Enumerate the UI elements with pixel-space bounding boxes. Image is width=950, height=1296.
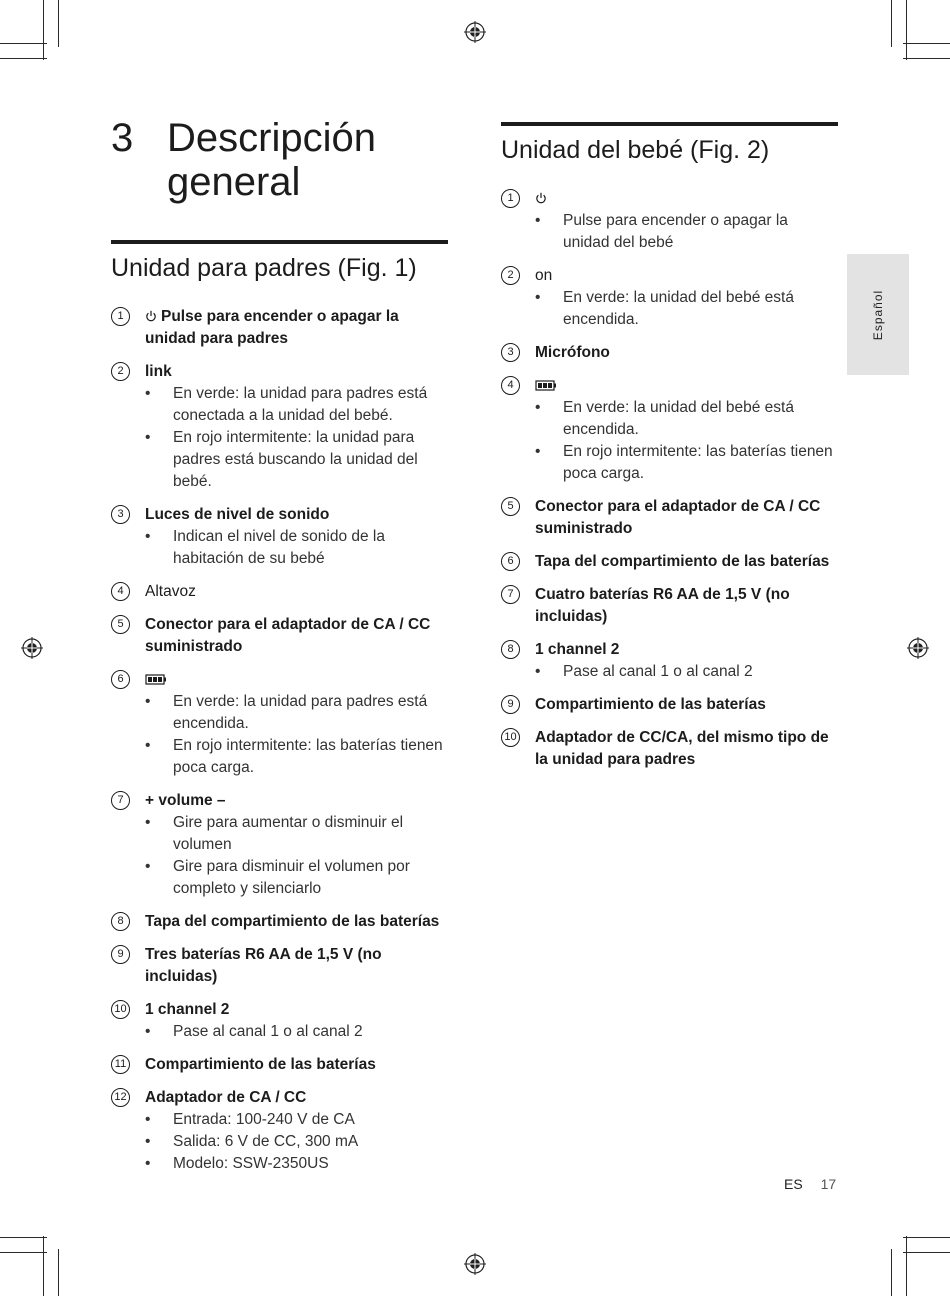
crop-mark [891,0,892,47]
bullet-item [145,427,448,493]
parent-unit-section [111,240,448,1186]
item-number-badge: 5 [111,615,130,634]
list-item [501,584,838,628]
item-label-text: Tapa del compartimiento de las baterías [535,553,830,570]
bullet-text: Gire para aumentar o disminuir el volumen [173,814,404,853]
crop-mark [891,1249,892,1296]
crop-mark [43,0,44,60]
list-item [111,999,448,1043]
bullet-text: En verde: la unidad del bebé está encendida. [563,289,794,328]
bullet-text: En rojo intermitente: la unidad para padres está buscando la unidad del bebé. [173,429,418,490]
list-item [111,911,448,933]
bullet-list [145,383,448,493]
parent-unit-list [111,306,448,1175]
item-label [145,504,448,526]
bullet-item [145,1131,448,1153]
bullet-text: Indican el nivel de sonido de la habitación de su bebé [173,528,385,567]
bullet-list [535,661,838,683]
item-number-badge: 2 [501,266,520,285]
item-number-badge: 6 [111,670,130,689]
item-label-text: 1 channel 2 [535,641,620,658]
item-number-badge: 4 [501,376,520,395]
item-label-text: 1 channel 2 [145,1001,230,1018]
item-number-badge: 2 [111,362,130,381]
bullet-dot-icon: • [145,1133,151,1150]
item-number-badge: 3 [111,505,130,524]
crop-mark [43,1236,44,1296]
item-label [145,944,448,988]
bullet-item [145,526,448,570]
list-item [111,306,448,350]
crop-mark [0,58,47,59]
bullet-dot-icon: • [145,528,151,545]
bullet-text: Gire para disminuir el volumen por completo y silenciarlo [173,858,410,897]
item-number-badge: 1 [111,307,130,326]
item-number-badge: 12 [111,1088,130,1107]
bullet-dot-icon: • [145,429,151,446]
bullet-item [145,1021,448,1043]
item-label [145,581,448,603]
list-item [501,265,838,331]
bullet-item [535,210,838,254]
item-number-badge: 6 [501,552,520,571]
list-item [501,727,838,771]
item-label [535,188,838,210]
bullet-dot-icon: • [535,399,541,416]
language-side-tab [847,254,909,375]
registration-mark-icon [464,21,486,43]
bullet-dot-icon: • [535,289,541,306]
list-item [501,639,838,683]
crop-mark [58,1249,59,1296]
item-label [535,694,838,716]
baby-unit-section [501,122,838,782]
bullet-dot-icon: • [145,858,151,875]
item-number-badge: 8 [501,640,520,659]
bullet-text: En verde: la unidad para padres está encendida. [173,693,428,732]
item-label-text: Adaptador de CC/CA, del mismo tipo de la unidad para padres [535,729,829,768]
bullet-dot-icon: • [145,385,151,402]
bullet-list [145,1109,448,1175]
bullet-list [535,210,838,254]
bullet-item [535,441,838,485]
list-item [111,361,448,493]
item-label [535,551,838,573]
bullet-item [145,856,448,900]
chapter-title: Descripción general [167,116,376,204]
item-label-text: on [535,267,553,284]
bullet-list [535,397,838,485]
bullet-list [145,691,448,779]
crop-mark [58,0,59,47]
page-footer [784,1176,836,1192]
list-item [501,551,838,573]
item-label-text: Adaptador de CA / CC [145,1089,307,1106]
section-title: Unidad para padres (Fig. 1) [111,254,417,282]
bullet-item [535,661,838,683]
section-title: Unidad del bebé (Fig. 2) [501,136,770,164]
crop-mark [0,43,47,44]
item-label [145,911,448,933]
item-label-text: Compartimiento de las baterías [535,696,766,713]
item-label [535,375,838,397]
bullet-text: En verde: la unidad del bebé está encendida. [563,399,794,438]
bullet-text: Pase al canal 1 o al canal 2 [563,663,753,680]
section-divider [111,240,448,244]
item-label [535,265,838,287]
item-label-text: Micrófono [535,344,610,361]
battery-icon [535,380,557,391]
item-number-badge: 7 [501,585,520,604]
footer-language-code: ES [784,1176,803,1192]
bullet-item [145,1109,448,1131]
bullet-item [145,383,448,427]
bullet-text: Entrada: 100-240 V de CA [173,1111,355,1128]
registration-mark-icon [907,637,929,659]
bullet-text: En rojo intermitente: las baterías tienen poca carga. [173,737,443,776]
item-label-text: Pulse para encender o apagar la unidad para padres [145,308,399,347]
item-number-badge: 10 [111,1000,130,1019]
item-label-text: Tapa del compartimiento de las baterías [145,913,440,930]
item-number-badge: 5 [501,497,520,516]
bullet-dot-icon: • [145,1023,151,1040]
section-divider [501,122,838,126]
crop-mark [906,1236,907,1296]
bullet-item [535,287,838,331]
baby-unit-list [501,188,838,771]
bullet-item [145,812,448,856]
list-item [111,944,448,988]
bullet-text: Pase al canal 1 o al canal 2 [173,1023,363,1040]
item-number-badge: 8 [111,912,130,931]
item-label-text: Compartimiento de las baterías [145,1056,376,1073]
bullet-list [145,526,448,570]
item-label-text: + volume – [145,792,226,809]
bullet-text: Salida: 6 V de CC, 300 mA [173,1133,359,1150]
item-label [145,614,448,658]
crop-mark [903,1252,950,1253]
bullet-dot-icon: • [145,1111,151,1128]
bullet-list [145,1021,448,1043]
list-item [111,614,448,658]
list-item [501,375,838,485]
list-item [111,1054,448,1076]
list-item [111,581,448,603]
crop-mark [0,1237,47,1238]
list-item [501,694,838,716]
item-label-text: Luces de nivel de sonido [145,506,330,523]
item-label [145,306,448,350]
power-icon [535,192,547,204]
bullet-dot-icon: • [145,814,151,831]
item-label-text: Conector para el adaptador de CA / CC suministrado [145,616,431,655]
item-label [145,1087,448,1109]
bullet-item [145,1153,448,1175]
chapter-number: 3 [111,116,134,160]
bullet-item [535,397,838,441]
bullet-item [145,691,448,735]
list-item [501,496,838,540]
crop-mark [903,58,950,59]
bullet-text: En verde: la unidad para padres está conectada a la unidad del bebé. [173,385,428,424]
list-item [111,1087,448,1175]
bullet-text: Modelo: SSW-2350US [173,1155,329,1172]
item-label [535,639,838,661]
list-item [501,342,838,364]
item-label-text: link [145,363,172,380]
crop-mark [906,0,907,60]
item-label [145,790,448,812]
list-item [111,504,448,570]
item-label [145,361,448,383]
bullet-list [145,812,448,900]
item-number-badge: 11 [111,1055,130,1074]
bullet-item [145,735,448,779]
bullet-text: Pulse para encender o apagar la unidad del bebé [563,212,788,251]
list-item [501,188,838,254]
bullet-dot-icon: • [145,1155,151,1172]
battery-icon [145,674,167,685]
bullet-dot-icon: • [145,737,151,754]
bullet-dot-icon: • [145,693,151,710]
item-number-badge: 4 [111,582,130,601]
item-number-badge: 3 [501,343,520,362]
power-icon [145,310,157,322]
item-label-text: Conector para el adaptador de CA / CC suministrado [535,498,821,537]
item-label [535,342,838,364]
item-label-text: Tres baterías R6 AA de 1,5 V (no incluidas) [145,946,382,985]
bullet-text: En rojo intermitente: las baterías tienen poca carga. [563,443,833,482]
crop-mark [0,1252,47,1253]
crop-mark [903,1237,950,1238]
item-label [535,584,838,628]
crop-mark [903,43,950,44]
item-number-badge: 10 [501,728,520,747]
item-label [145,999,448,1021]
item-label [535,727,838,771]
item-number-badge: 1 [501,189,520,208]
bullet-list [535,287,838,331]
bullet-dot-icon: • [535,663,541,680]
item-number-badge: 9 [111,945,130,964]
item-label-text: Cuatro baterías R6 AA de 1,5 V (no incluidas) [535,586,790,625]
item-label [145,669,448,691]
bullet-dot-icon: • [535,443,541,460]
item-number-badge: 7 [111,791,130,810]
language-tab-label: Español [871,289,885,340]
registration-mark-icon [464,1253,486,1275]
bullet-dot-icon: • [535,212,541,229]
registration-mark-icon [21,637,43,659]
list-item [111,790,448,900]
page-number: 17 [820,1176,837,1192]
item-label-text: Altavoz [145,583,196,600]
item-number-badge: 9 [501,695,520,714]
item-label [535,496,838,540]
item-label [145,1054,448,1076]
list-item [111,669,448,779]
